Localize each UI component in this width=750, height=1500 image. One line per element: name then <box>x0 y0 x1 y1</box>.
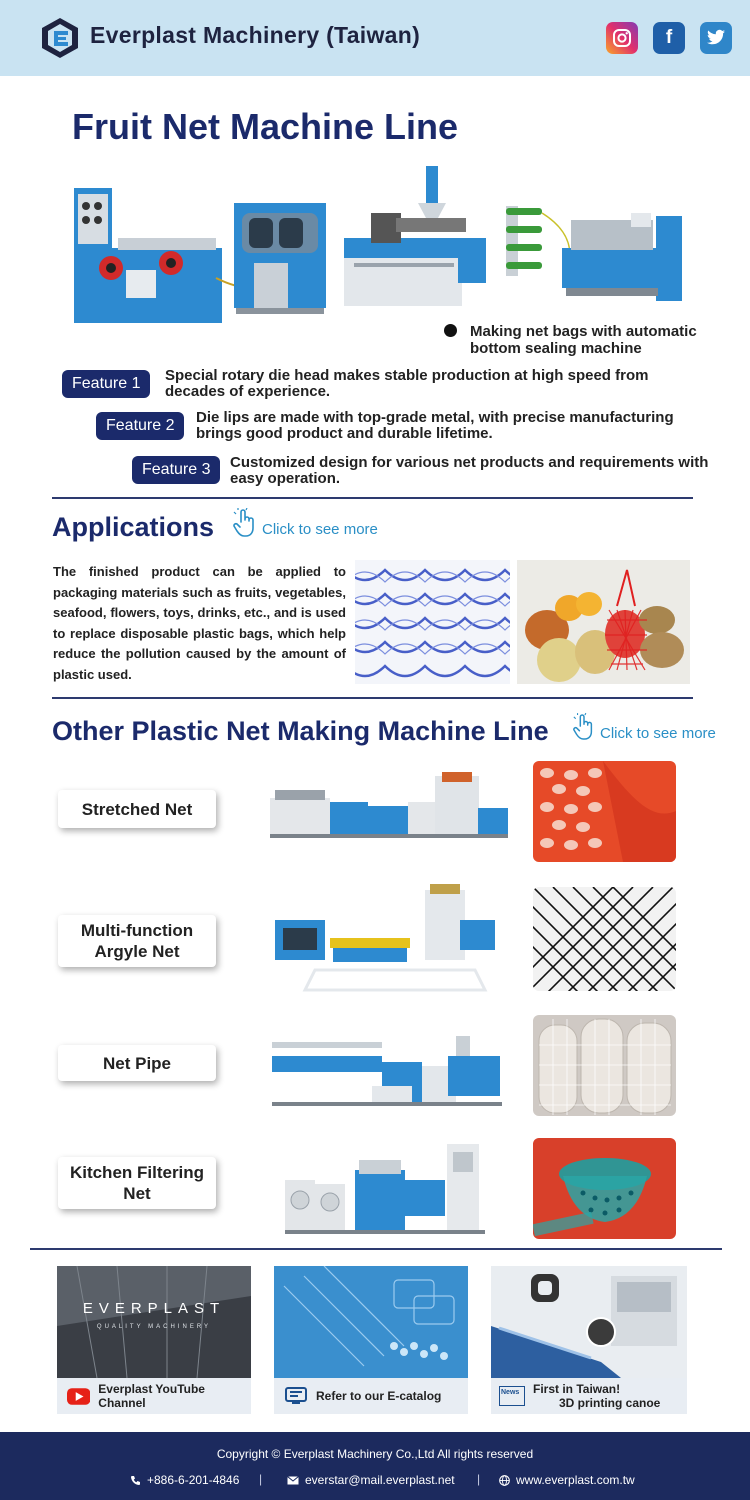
e-catalog-caption <box>274 1378 468 1414</box>
pointing-hand-icon <box>232 508 258 538</box>
youtube-caption <box>57 1378 251 1414</box>
globe-icon <box>499 1475 510 1486</box>
banner-quality-text: QUALITY MACHINERY <box>96 1324 212 1330</box>
brand-name: Everplast Machinery (Taiwan) <box>90 22 421 48</box>
kitchen-filtering-net-button[interactable]: Kitchen Filtering Net <box>58 1157 216 1209</box>
canoe-banner-image <box>491 1266 687 1378</box>
website-contact[interactable] <box>499 1473 635 1487</box>
feature-2-badge: Feature 2 <box>96 412 184 440</box>
factory-banner-image <box>57 1266 251 1378</box>
canoe-caption-line1: First in Taiwan! <box>533 1382 621 1396</box>
net-pipe-machine-image <box>272 1016 504 1120</box>
pointing-hand-icon <box>572 712 596 742</box>
e-catalog-card[interactable] <box>274 1266 468 1414</box>
canoe-caption-line2: 3D printing canoe <box>559 1396 661 1410</box>
black-argyle-net-image <box>533 887 676 991</box>
caption-bullet <box>444 324 457 337</box>
email-contact[interactable] <box>287 1473 455 1487</box>
youtube-caption-text: Everplast YouTube Channel <box>98 1382 205 1410</box>
argyle-net-button[interactable]: Multi-function Argyle Net <box>58 915 216 967</box>
canoe-caption <box>491 1378 687 1414</box>
monitor-icon <box>284 1387 308 1405</box>
other-machines-click-text: Click to see more <box>600 725 716 742</box>
footer-separator: | <box>259 1472 263 1486</box>
feature-2-text: Die lips are made with top-grade metal, with precise manufacturing brings good product and durable lifetime. <box>196 409 674 442</box>
catalog-banner-image <box>274 1266 468 1378</box>
e-catalog-caption-text: Refer to our E-catalog <box>316 1389 442 1403</box>
hero-caption: Making net bags with automatic bottom sealing machine <box>470 323 697 357</box>
everplast-logo-icon[interactable] <box>38 16 82 60</box>
applications-description: The finished product can be applied to packaging materials such as fruits, vegetables, seafood, flowers, toys, drinks, etc., and is used to replace disposable plastic bags, which help reduce the pollution caused by the amount of plastic used. <box>53 564 346 682</box>
produce-net-bags-image <box>517 560 690 684</box>
red-stretched-net-image <box>533 761 676 862</box>
youtube-channel-card[interactable] <box>57 1266 251 1414</box>
feature-1-badge: Feature 1 <box>62 370 150 398</box>
net-pipe-image <box>533 1015 676 1116</box>
fruit-net-machine-image <box>66 158 696 338</box>
3d-canoe-news-card[interactable] <box>491 1266 687 1414</box>
argyle-net-machine-image <box>275 880 500 996</box>
page-title: Fruit Net Machine Line <box>72 106 459 147</box>
other-machines-title: Other Plastic Net Making Machine Line <box>52 716 549 746</box>
kitchen-filter-net-image <box>533 1138 676 1239</box>
section-divider <box>30 1248 722 1250</box>
applications-see-more-link[interactable] <box>232 508 378 538</box>
instagram-icon[interactable] <box>606 22 638 54</box>
stretched-net-button[interactable]: Stretched Net <box>58 790 216 828</box>
other-machines-see-more-link[interactable] <box>572 712 716 742</box>
banner-everplast-text: EVERPLAST <box>82 1300 226 1317</box>
site-footer <box>0 1432 750 1500</box>
email-address: everstar@mail.everplast.net <box>305 1473 455 1487</box>
section-divider <box>52 697 693 699</box>
feature-1-text: Special rotary die head makes stable production at high speed from decades of experience. <box>165 367 649 400</box>
footer-separator: | <box>477 1472 481 1486</box>
phone-contact[interactable] <box>130 1473 239 1487</box>
applications-click-text: Click to see more <box>262 521 378 538</box>
facebook-icon[interactable]: f <box>653 22 685 54</box>
twitter-icon[interactable] <box>700 22 732 54</box>
copyright-text: Copyright © Everplast Machinery Co.,Ltd All rights reserved <box>216 1447 534 1461</box>
youtube-icon <box>67 1388 90 1405</box>
stretched-net-machine-image <box>270 768 510 852</box>
website-url: www.everplast.com.tw <box>516 1473 635 1487</box>
phone-icon <box>130 1475 141 1486</box>
net-pipe-button[interactable]: Net Pipe <box>58 1045 216 1081</box>
feature-3-text: Customized design for various net products and requirements with easy operation. <box>230 454 709 487</box>
mail-icon <box>287 1476 299 1485</box>
news-icon: News <box>499 1386 525 1406</box>
kitchen-net-machine-image <box>285 1140 490 1236</box>
section-divider <box>52 497 693 499</box>
applications-title: Applications <box>52 512 215 542</box>
site-header <box>0 0 750 76</box>
phone-number: +886-6-201-4846 <box>147 1473 240 1487</box>
feature-3-badge: Feature 3 <box>132 456 220 484</box>
blue-net-image <box>355 560 510 684</box>
